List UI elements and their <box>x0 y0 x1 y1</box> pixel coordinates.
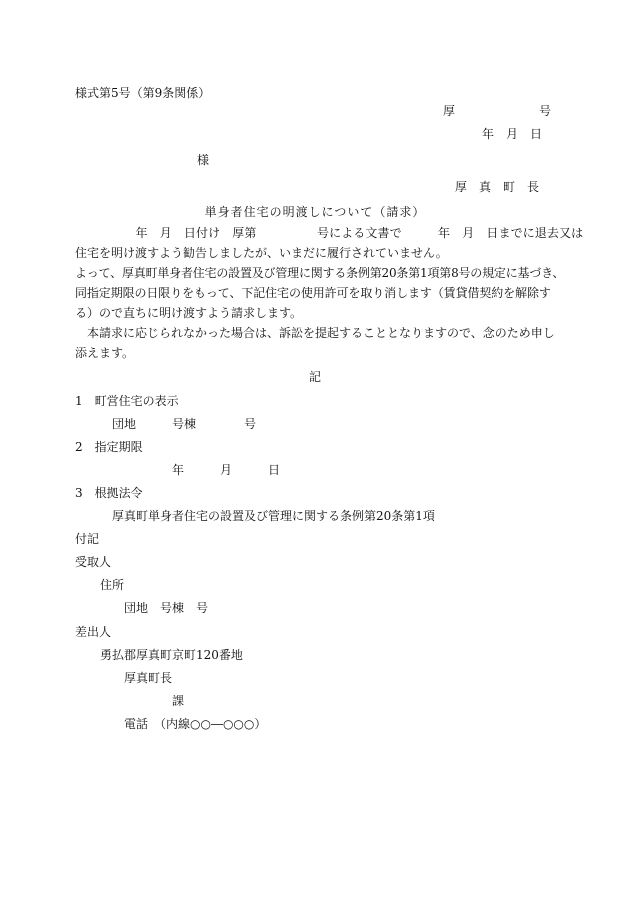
body-line-3: よって、厚真町単身者住宅の設置及び管理に関する条例第20条第1項第8号の規定に基づき、 <box>75 266 565 280</box>
section-name: 課 <box>172 694 185 708</box>
sender-name: 厚真町長 <box>124 671 173 685</box>
item-3-label: 3 根拠法令 <box>75 486 143 500</box>
sender-address: 勇払郡厚真町京町120番地 <box>100 648 243 662</box>
item-2-value: 年 月 日 <box>172 463 281 477</box>
sender-label: 差出人 <box>75 625 112 639</box>
body-line-7: 添えます。 <box>75 346 135 360</box>
addressee: 様 <box>197 153 210 167</box>
item-1-value: 団地 号棟 号 <box>112 417 257 431</box>
form-header-number: 様式第5号（第9条関係） <box>75 86 211 100</box>
body-line-5: る）ので直ちに明け渡すよう請求します。 <box>75 306 303 320</box>
phone-number: 電話 （内線○○―○○○） <box>124 717 267 731</box>
body-line-2: 住宅を明け渡すよう勧告しましたが、いまだに履行されていません。 <box>75 246 448 260</box>
body-line-4: 同指定期限の日限りをもって、下記住宅の使用許可を取り消します（賃貸借契約を解除す <box>75 286 551 300</box>
body-line-1: 年 月 日付け 厚第 号による文書で 年 月 日までに退去又は <box>75 226 584 240</box>
notes-heading: 付記 <box>75 532 100 546</box>
sender-title: 厚 真 町 長 <box>455 180 540 194</box>
ki-heading: 記 <box>308 370 321 384</box>
item-3-value: 厚真町単身者住宅の設置及び管理に関する条例第20条第1項 <box>112 509 435 523</box>
issue-date: 年 月 日 <box>482 127 543 141</box>
recipient-label: 受取人 <box>75 555 112 569</box>
body-line-6: 本請求に応じられなかった場合は、訴訟を提起することとなりますので、念のため申し <box>75 326 555 340</box>
address-value: 団地 号棟 号 <box>124 601 209 615</box>
document-number: 厚 号 <box>443 104 552 118</box>
item-2-label: 2 指定期限 <box>75 440 143 454</box>
address-label: 住所 <box>100 578 125 592</box>
item-1-label: 1 町営住宅の表示 <box>75 394 179 408</box>
document-title: 単身者住宅の明渡しについて（請求） <box>204 205 426 219</box>
